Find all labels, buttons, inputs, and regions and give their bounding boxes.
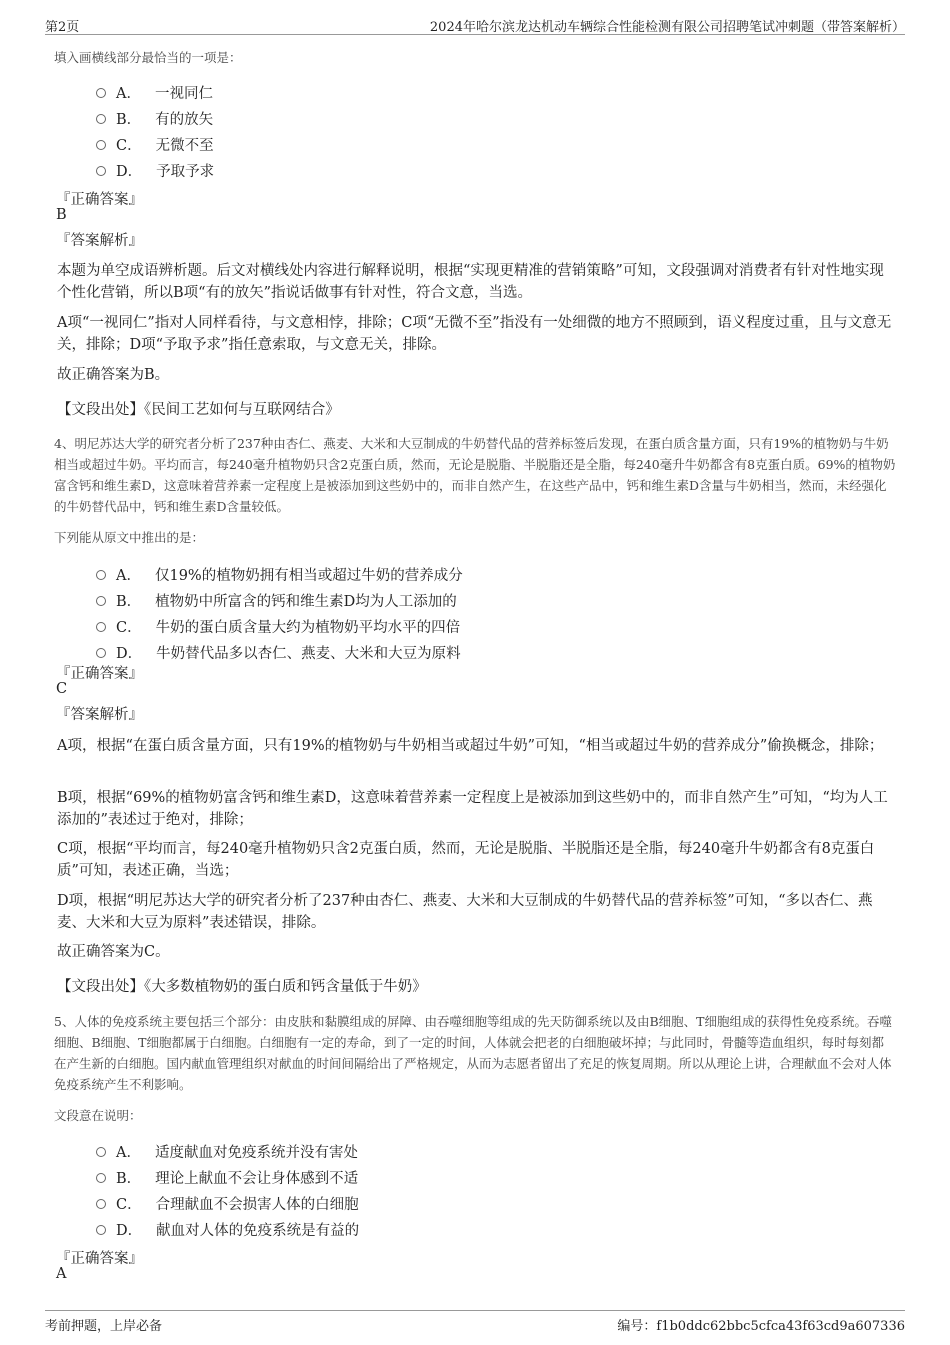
radio-icon[interactable] — [96, 1173, 106, 1183]
footer-slogan: 考前押题，上岸必备 — [45, 1319, 163, 1334]
q5-stem: 5、人体的免疫系统主要包括三个部分：由皮肤和黏膜组成的屏障、由吞噬细胞等组成的先天防御系统以及由B细胞、T细胞组成的获得性免疫系统。吞噬细胞、B细胞、T细胞都属于白细胞。白细胞有一定的寿命，到了一定的时间，人体就会把老的白细胞破坏掉；与此同时，骨髓等造血组织，每时每刻都在产生新的白细胞。国内献血管理组织对献血的时间间隔给出了严格规定，从而为志愿者留出了充足的恢复周期。所以从理论上讲，合理献血不会对人体免疫系统产生不利影响。 — [54, 1014, 892, 1092]
q3-option-b[interactable]: B． 有的放矢 — [96, 108, 213, 129]
q5-answer: A — [56, 1266, 67, 1282]
q3-source: 【文段出处】《民间工艺如何与互联网结合》 — [57, 402, 340, 418]
q4-answer: C — [56, 681, 68, 697]
q4-analysis-c: C项，根据“平均而言，每240毫升植物奶只含2克蛋白质，然而，无论是脱脂、半脱脂还是全脂，每240毫升牛奶都含有8克蛋白质”可知，表述正确，当选； — [57, 841, 875, 879]
q4-analysis-b: B项，根据“69%的植物奶富含钙和维生素D，这意味着营养素一定程度上是被添加到这些奶中的，而非自然产生”可知，“均为人工添加的”表述过于绝对，排除； — [57, 790, 888, 828]
radio-icon[interactable] — [96, 166, 106, 176]
q4-option-a[interactable]: A． 仅19%的植物奶拥有相当或超过牛奶的营养成分 — [96, 564, 463, 585]
q3-analysis-1: 本题为单空成语辨析题。后文对横线处内容进行解释说明，根据“实现更精准的营销策略”可知，文段强调对消费者有针对性地实现个性化营销，所以B项“有的放矢”指说话做事有针对性，符合文意，当选。 — [57, 263, 884, 301]
radio-icon[interactable] — [96, 1199, 106, 1209]
radio-icon[interactable] — [96, 140, 106, 150]
q3-analysis-3: 故正确答案为B。 — [57, 367, 170, 383]
q4-stem: 4、明尼苏达大学的研究者分析了237种由杏仁、燕麦、大米和大豆制成的牛奶替代品的营养标签后发现，在蛋白质含量方面，只有19%的植物奶与牛奶相当或超过牛奶。平均而言，每240毫升植物奶只含2克蛋白质，然而，无论是脱脂、半脱脂还是全脂，每240毫升牛奶都含有8克蛋白质。69%的植物奶富含钙和维生素D，这意味着营养素一定程度上是被添加到这些奶中的，而非自然产生，在这些产品中，钙和维生素D含量与牛奶相当，然而，未经强化的牛奶替代品中，钙和维生素D含量较低。 — [54, 436, 896, 514]
q4-answer-label: 『正确答案』 — [56, 666, 143, 682]
q5-answer-label: 『正确答案』 — [56, 1251, 143, 1267]
document-title: 2024年哈尔滨龙达机动车辆综合性能检测有限公司招聘笔试冲刺题（带答案解析） — [429, 20, 905, 35]
q4-option-d[interactable]: D． 牛奶替代品多以杏仁、燕麦、大米和大豆为原料 — [96, 642, 461, 663]
q5-option-c[interactable]: C． 合理献血不会损害人体的白细胞 — [96, 1193, 359, 1214]
q3-analysis-2: A项“一视同仁”指对人同样看待，与文意相悖，排除；C项“无微不至”指没有一处细微的地方不照顾到，语义程度过重，且与文意无关，排除；D项“予取予求”指任意索取，与文意无关，排除。 — [57, 315, 892, 353]
q4-analysis-conclusion: 故正确答案为C。 — [57, 944, 170, 960]
radio-icon[interactable] — [96, 596, 106, 606]
q4-option-b[interactable]: B． 植物奶中所富含的钙和维生素D均为人工添加的 — [96, 590, 457, 611]
q4-prompt: 下列能从原文中推出的是： — [54, 530, 205, 545]
radio-icon[interactable] — [96, 88, 106, 98]
q4-source: 【文段出处】《大多数植物奶的蛋白质和钙含量低于牛奶》 — [57, 979, 427, 995]
radio-icon[interactable] — [96, 1147, 106, 1157]
q4-analysis-label: 『答案解析』 — [56, 707, 143, 723]
q3-prompt: 填入画横线部分最恰当的一项是： — [54, 50, 242, 65]
radio-icon[interactable] — [96, 114, 106, 124]
document-id: 编号：f1b0ddc62bbc5cfca43f63cd9a607336 — [617, 1319, 905, 1334]
q3-option-a[interactable]: A． 一视同仁 — [96, 82, 213, 103]
q4-analysis-d: D项，根据“明尼苏达大学的研究者分析了237种由杏仁、燕麦、大米和大豆制成的牛奶替代品的营养标签”可知，“多以杏仁、燕麦、大米和大豆为原料”表述错误，排除。 — [57, 893, 873, 931]
q3-answer-label: 『正确答案』 — [56, 192, 143, 208]
page-footer — [45, 1310, 905, 1335]
radio-icon[interactable] — [96, 570, 106, 580]
q5-option-b[interactable]: B． 理论上献血不会让身体感到不适 — [96, 1167, 358, 1188]
radio-icon[interactable] — [96, 622, 106, 632]
q3-option-c[interactable]: C． 无微不至 — [96, 134, 214, 155]
q5-option-d[interactable]: D． 献血对人体的免疫系统是有益的 — [96, 1219, 359, 1240]
q3-answer: B — [56, 207, 67, 223]
radio-icon[interactable] — [96, 1225, 106, 1235]
q4-analysis-a: A项，根据“在蛋白质含量方面，只有19%的植物奶与牛奶相当或超过牛奶”可知，“相当或超过牛奶的营养成分”偷换概念，排除； — [57, 738, 884, 754]
page-header — [45, 14, 905, 35]
q5-option-a[interactable]: A． 适度献血对免疫系统并没有害处 — [96, 1141, 358, 1162]
page-number: 第2页 — [45, 20, 80, 35]
radio-icon[interactable] — [96, 648, 106, 658]
q3-analysis-label: 『答案解析』 — [56, 233, 143, 249]
q5-prompt: 文段意在说明： — [54, 1108, 142, 1123]
q4-option-c[interactable]: C． 牛奶的蛋白质含量大约为植物奶平均水平的四倍 — [96, 616, 460, 637]
q3-option-d[interactable]: D． 予取予求 — [96, 160, 214, 181]
